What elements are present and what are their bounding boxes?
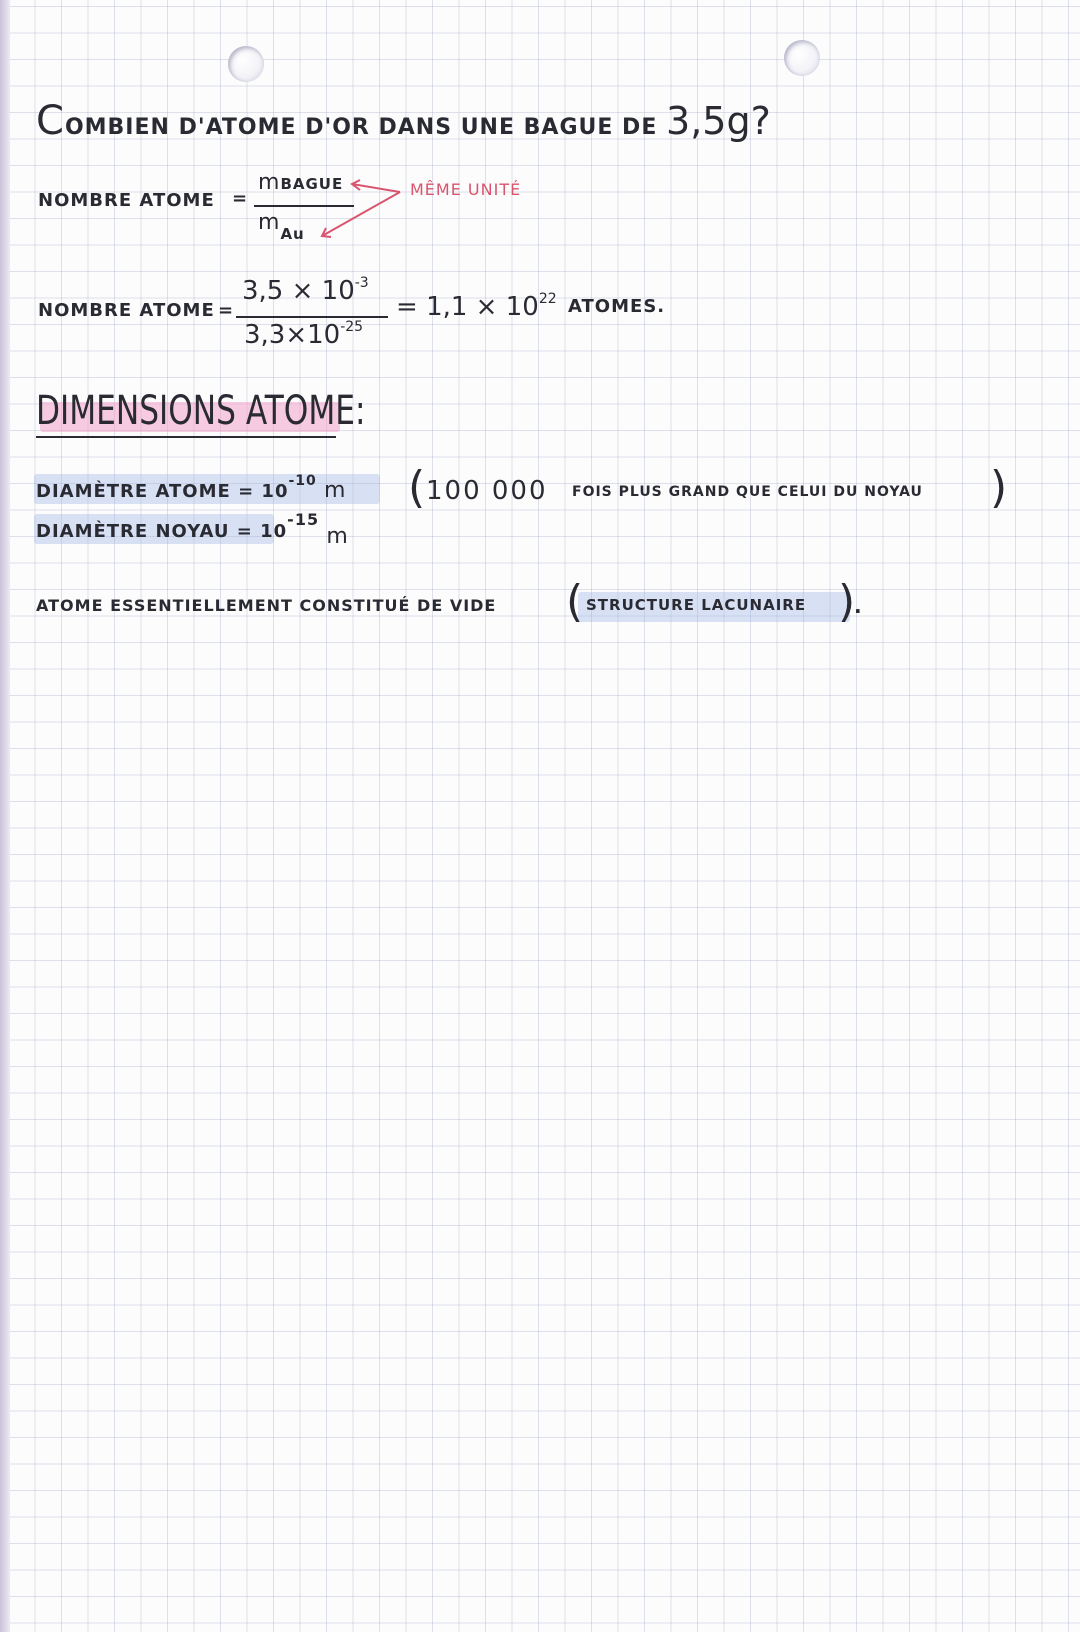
open-paren: ( [408,462,426,513]
denominator-exponent: -25 [340,319,364,335]
formula1-label: NOMBRE ATOME [38,190,215,211]
conclusion-text: ATOME ESSENTIELLEMENT CONSTITUÉ DE VIDE [36,596,497,615]
comparison-text: FOIS PLUS GRAND QUE CELUI DU NOYAU [572,484,923,500]
numerator-value: 3,5 × 10 [242,276,355,306]
heading-underline [36,436,336,438]
nucleus-diameter-label: DIAMÈTRE NOYAU = 10 [36,521,288,542]
conclusion-period: . [854,594,863,618]
question-first-letter: C [36,98,65,144]
numerator-m: m [258,170,281,195]
section-heading: DIMENSIONS ATOME: [36,388,366,434]
atom-diameter-label: DIAMÈTRE ATOME = 10 [36,481,289,502]
nucleus-diameter [36,510,349,549]
formula2-numerator [242,276,369,306]
numerator-sub: BAGUE [280,175,344,193]
conclusion-open-paren: ( [566,576,584,627]
result-value: 1,1 × 10 [426,292,539,322]
formula2-denominator [244,320,363,350]
result-exponent: 22 [538,291,557,307]
conclusion-highlight: STRUCTURE LACUNAIRE [586,596,807,614]
atom-diameter-exponent: -10 [288,473,317,489]
comparison-number: 100 000 [426,476,548,506]
formula2-label: NOMBRE ATOME [38,300,215,321]
formula2-fraction-bar [236,316,388,318]
formula2-result [396,292,557,322]
atom-diameter-unit: m [324,478,347,503]
nucleus-diameter-exponent: -15 [287,510,320,529]
same-unit-note: MÊME UNITÉ [410,180,522,199]
pink-arrows [0,0,1080,300]
numerator-exponent: -3 [354,275,369,291]
formula2-equals: = [218,300,235,321]
result-equals: = [396,292,418,322]
close-paren: ) [990,462,1008,513]
result-unit: ATOMES. [568,296,666,317]
question-quantity: 3,5g [666,99,751,143]
question-text: OMBIEN D'ATOME D'OR DANS UNE BAGUE DE [64,115,658,140]
denominator-value: 3,3×10 [244,320,341,350]
denominator-m: m [258,210,281,235]
atom-diameter [36,473,347,503]
conclusion-close-paren: ) [838,576,856,627]
formula1-equals: = [232,188,249,209]
denominator-sub: Au [280,225,305,243]
question-mark: ? [750,99,771,143]
nucleus-diameter-unit: m [326,524,349,549]
